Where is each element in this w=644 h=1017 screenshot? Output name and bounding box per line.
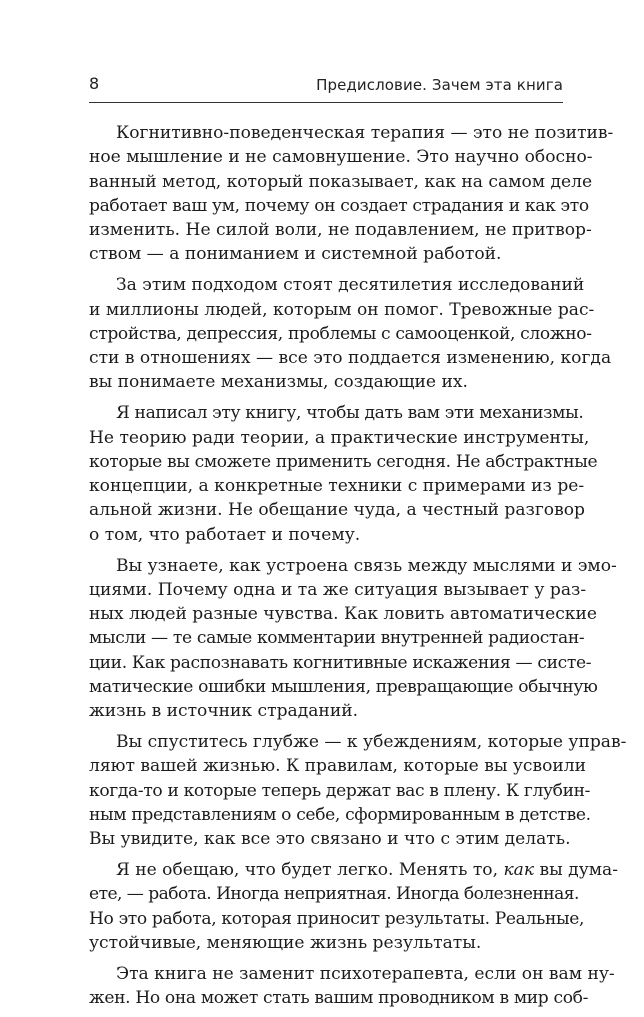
text-line: Я написал эту книгу, чтобы дать вам эти механизмы. — [116, 403, 584, 424]
page-number: 8 — [89, 74, 100, 93]
section-title: Предисловие. Зачем эта книга — [316, 76, 563, 94]
paragraph — [89, 273, 612, 394]
emphasis: как — [503, 860, 535, 881]
body-text — [89, 121, 627, 1017]
text-line: ных людей разные чувства. Как ловить автоматические — [89, 604, 597, 625]
text-line: устойчивые, меняющие жизнь результаты. — [89, 933, 482, 953]
text-line: ете, — работа. Иногда неприятная. Иногда болезненная. — [89, 884, 579, 905]
text-line: жен. Но она может стать вашим проводником в мир соб- — [89, 988, 589, 1009]
text-line: и миллионы людей, которым он помог. Тревожные рас- — [89, 299, 595, 320]
header-divider — [89, 102, 563, 103]
text-line: сти в отношениях — все это поддается изменению, когда — [89, 348, 612, 369]
text-line: Но это работа, которая приносит результаты. Реальные, — [89, 908, 585, 929]
text-line: циями. Почему одна и та же ситуация вызывает у раз- — [89, 579, 587, 600]
text-line: матические ошибки мышления, превращающие обычную — [89, 677, 598, 698]
paragraph — [89, 730, 627, 851]
text-line: вы понимаете механизмы, создающие их. — [89, 372, 468, 393]
text-line: ции. Как распознавать когнитивные искажения — систе- — [89, 652, 592, 673]
text-run: Я не обещаю, что будет легко. Менять то, — [116, 860, 504, 881]
text-line: жизнь в источник страданий. — [89, 701, 359, 722]
text-run: вы дума- — [534, 860, 619, 881]
text-line: которые вы сможете применить сегодня. Не абстрактные — [89, 451, 598, 472]
paragraph — [89, 121, 614, 267]
text-line: альной жизни. Не обещание чуда, а честный разговор — [89, 500, 585, 521]
text-line: концепции, а конкретные техники с примерами из ре- — [89, 476, 585, 497]
text-line: Когнитивно-поведенческая терапия — это не позитив- — [116, 123, 614, 143]
text-line: Эта книга не заменит психотерапевта, если он вам ну- — [116, 963, 615, 984]
text-line: когда-то и которые теперь держат вас в плену. К глубин- — [89, 780, 591, 801]
text-line: ное мышление и не самовнушение. Это научно обосно- — [89, 147, 593, 168]
paragraph — [89, 858, 619, 955]
text-line: работает ваш ум, почему он создает страдания и как это — [89, 195, 589, 216]
paragraph — [89, 401, 598, 547]
text-line: ством — а пониманием и системной работой. — [89, 244, 502, 265]
text-line: Вы увидите, как все это связано и что с этим делать. — [89, 829, 571, 850]
text-line: ванный метод, который показывает, как на самом деле — [89, 171, 593, 192]
text-line: Вы спуститесь глубже — к убеждениям, которые управ- — [116, 732, 627, 753]
text-line: За этим подходом стоят десятилетия исследований — [116, 275, 585, 296]
paragraph — [89, 554, 617, 724]
text-line: ным представлениям о себе, сформированным в детстве. — [89, 805, 591, 826]
running-head — [89, 74, 563, 98]
text-line: стройства, депрессия, проблемы с самооценкой, сложно- — [89, 323, 592, 344]
text-line: изменить. Не силой воли, не подавлением, не притвор- — [89, 220, 592, 241]
text-line — [89, 858, 619, 882]
text-line: мысли — те самые комментарии внутренней радиостан- — [89, 628, 585, 649]
text-line: Вы узнаете, как устроена связь между мыслями и эмо- — [116, 555, 617, 576]
paragraph — [89, 962, 615, 1011]
text-line: Не теорию ради теории, а практические инструменты, — [89, 427, 590, 448]
text-line: ляют вашей жизнью. К правилам, которые вы усвоили — [89, 756, 587, 777]
text-line: о том, что работает и почему. — [89, 524, 361, 545]
